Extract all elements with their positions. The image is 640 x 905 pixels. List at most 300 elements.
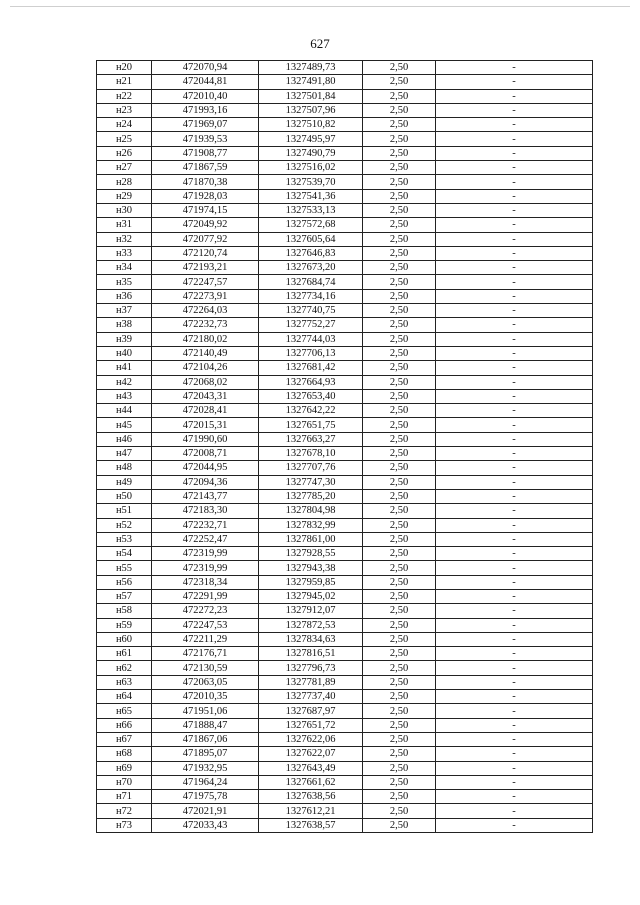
x-coordinate-cell: 472044,81 (152, 75, 259, 89)
point-id-cell: н52 (97, 518, 152, 532)
table-row (97, 404, 593, 418)
accuracy-cell: 2,50 (363, 504, 436, 518)
y-coordinate-cell: 1327622,06 (259, 732, 363, 746)
accuracy-cell: 2,50 (363, 618, 436, 632)
accuracy-cell: 2,50 (363, 547, 436, 561)
description-cell: - (436, 518, 593, 532)
accuracy-cell: 2,50 (363, 161, 436, 175)
accuracy-cell: 2,50 (363, 261, 436, 275)
point-id-cell: н48 (97, 461, 152, 475)
y-coordinate-cell: 1327533,13 (259, 203, 363, 217)
y-coordinate-cell: 1327832,99 (259, 518, 363, 532)
y-coordinate-cell: 1327861,00 (259, 532, 363, 546)
table-row (97, 61, 593, 75)
accuracy-cell: 2,50 (363, 346, 436, 360)
y-coordinate-cell: 1327653,40 (259, 389, 363, 403)
x-coordinate-cell: 472010,40 (152, 89, 259, 103)
description-cell: - (436, 289, 593, 303)
point-id-cell: н54 (97, 547, 152, 561)
x-coordinate-cell: 472247,57 (152, 275, 259, 289)
y-coordinate-cell: 1327612,21 (259, 804, 363, 818)
table-row (97, 661, 593, 675)
accuracy-cell: 2,50 (363, 118, 436, 132)
table-row (97, 75, 593, 89)
y-coordinate-cell: 1327959,85 (259, 575, 363, 589)
table-row (97, 818, 593, 832)
y-coordinate-cell: 1327664,93 (259, 375, 363, 389)
y-coordinate-cell: 1327781,89 (259, 675, 363, 689)
y-coordinate-cell: 1327945,02 (259, 589, 363, 603)
description-cell: - (436, 75, 593, 89)
y-coordinate-cell: 1327651,72 (259, 718, 363, 732)
y-coordinate-cell: 1327605,64 (259, 232, 363, 246)
accuracy-cell: 2,50 (363, 732, 436, 746)
x-coordinate-cell: 471969,07 (152, 118, 259, 132)
description-cell: - (436, 361, 593, 375)
x-coordinate-cell: 472180,02 (152, 332, 259, 346)
y-coordinate-cell: 1327785,20 (259, 489, 363, 503)
table-row (97, 361, 593, 375)
table-row (97, 518, 593, 532)
accuracy-cell: 2,50 (363, 632, 436, 646)
point-id-cell: н34 (97, 261, 152, 275)
x-coordinate-cell: 472291,99 (152, 589, 259, 603)
table-row (97, 589, 593, 603)
point-id-cell: н29 (97, 189, 152, 203)
accuracy-cell: 2,50 (363, 203, 436, 217)
description-cell: - (436, 89, 593, 103)
point-id-cell: н37 (97, 304, 152, 318)
description-cell: - (436, 675, 593, 689)
point-id-cell: н70 (97, 775, 152, 789)
x-coordinate-cell: 472318,34 (152, 575, 259, 589)
x-coordinate-cell: 472211,29 (152, 632, 259, 646)
x-coordinate-cell: 472232,71 (152, 518, 259, 532)
y-coordinate-cell: 1327622,07 (259, 747, 363, 761)
y-coordinate-cell: 1327572,68 (259, 218, 363, 232)
y-coordinate-cell: 1327740,75 (259, 304, 363, 318)
x-coordinate-cell: 472319,99 (152, 561, 259, 575)
x-coordinate-cell: 472120,74 (152, 246, 259, 260)
table-row (97, 461, 593, 475)
description-cell: - (436, 203, 593, 217)
y-coordinate-cell: 1327943,38 (259, 561, 363, 575)
description-cell: - (436, 246, 593, 260)
y-coordinate-cell: 1327744,03 (259, 332, 363, 346)
table-row (97, 89, 593, 103)
y-coordinate-cell: 1327737,40 (259, 690, 363, 704)
accuracy-cell: 2,50 (363, 775, 436, 789)
y-coordinate-cell: 1327816,51 (259, 647, 363, 661)
accuracy-cell: 2,50 (363, 103, 436, 117)
table-row (97, 647, 593, 661)
table-row (97, 747, 593, 761)
table-row (97, 475, 593, 489)
x-coordinate-cell: 471990,60 (152, 432, 259, 446)
x-coordinate-cell: 472247,53 (152, 618, 259, 632)
x-coordinate-cell: 472094,36 (152, 475, 259, 489)
description-cell: - (436, 632, 593, 646)
point-id-cell: н28 (97, 175, 152, 189)
description-cell: - (436, 804, 593, 818)
y-coordinate-cell: 1327507,96 (259, 103, 363, 117)
x-coordinate-cell: 472264,03 (152, 304, 259, 318)
x-coordinate-cell: 472063,05 (152, 675, 259, 689)
accuracy-cell: 2,50 (363, 275, 436, 289)
description-cell: - (436, 389, 593, 403)
point-id-cell: н27 (97, 161, 152, 175)
y-coordinate-cell: 1327643,49 (259, 761, 363, 775)
y-coordinate-cell: 1327747,30 (259, 475, 363, 489)
description-cell: - (436, 261, 593, 275)
y-coordinate-cell: 1327872,53 (259, 618, 363, 632)
table-row (97, 375, 593, 389)
table-row (97, 804, 593, 818)
accuracy-cell: 2,50 (363, 418, 436, 432)
point-id-cell: н26 (97, 146, 152, 160)
accuracy-cell: 2,50 (363, 790, 436, 804)
point-id-cell: н68 (97, 747, 152, 761)
y-coordinate-cell: 1327646,83 (259, 246, 363, 260)
point-id-cell: н57 (97, 589, 152, 603)
x-coordinate-cell: 471993,16 (152, 103, 259, 117)
y-coordinate-cell: 1327687,97 (259, 704, 363, 718)
point-id-cell: н62 (97, 661, 152, 675)
table-row (97, 118, 593, 132)
accuracy-cell: 2,50 (363, 718, 436, 732)
table-row (97, 332, 593, 346)
description-cell: - (436, 418, 593, 432)
top-edge-line (10, 6, 630, 7)
table-row (97, 232, 593, 246)
accuracy-cell: 2,50 (363, 804, 436, 818)
point-id-cell: н56 (97, 575, 152, 589)
y-coordinate-cell: 1327638,57 (259, 818, 363, 832)
description-cell: - (436, 732, 593, 746)
x-coordinate-cell: 472068,02 (152, 375, 259, 389)
table-row (97, 561, 593, 575)
point-id-cell: н40 (97, 346, 152, 360)
y-coordinate-cell: 1327707,76 (259, 461, 363, 475)
y-coordinate-cell: 1327834,63 (259, 632, 363, 646)
accuracy-cell: 2,50 (363, 289, 436, 303)
table-row (97, 389, 593, 403)
x-coordinate-cell: 471895,07 (152, 747, 259, 761)
x-coordinate-cell: 471964,24 (152, 775, 259, 789)
description-cell: - (436, 589, 593, 603)
point-id-cell: н22 (97, 89, 152, 103)
description-cell: - (436, 747, 593, 761)
x-coordinate-cell: 471888,47 (152, 718, 259, 732)
point-id-cell: н61 (97, 647, 152, 661)
table-row (97, 532, 593, 546)
x-coordinate-cell: 472319,99 (152, 547, 259, 561)
description-cell: - (436, 332, 593, 346)
description-cell: - (436, 346, 593, 360)
y-coordinate-cell: 1327495,97 (259, 132, 363, 146)
point-id-cell: н58 (97, 604, 152, 618)
accuracy-cell: 2,50 (363, 432, 436, 446)
point-id-cell: н20 (97, 61, 152, 75)
description-cell: - (436, 432, 593, 446)
accuracy-cell: 2,50 (363, 675, 436, 689)
point-id-cell: н43 (97, 389, 152, 403)
description-cell: - (436, 790, 593, 804)
description-cell: - (436, 475, 593, 489)
description-cell: - (436, 318, 593, 332)
description-cell: - (436, 718, 593, 732)
x-coordinate-cell: 472272,23 (152, 604, 259, 618)
table-row (97, 761, 593, 775)
description-cell: - (436, 532, 593, 546)
description-cell: - (436, 275, 593, 289)
accuracy-cell: 2,50 (363, 561, 436, 575)
point-id-cell: н30 (97, 203, 152, 217)
table-row (97, 732, 593, 746)
point-id-cell: н59 (97, 618, 152, 632)
x-coordinate-cell: 472015,31 (152, 418, 259, 432)
table-row (97, 304, 593, 318)
y-coordinate-cell: 1327642,22 (259, 404, 363, 418)
accuracy-cell: 2,50 (363, 232, 436, 246)
point-id-cell: н49 (97, 475, 152, 489)
y-coordinate-cell: 1327681,42 (259, 361, 363, 375)
accuracy-cell: 2,50 (363, 175, 436, 189)
table-row (97, 146, 593, 160)
table-row (97, 604, 593, 618)
point-id-cell: н45 (97, 418, 152, 432)
x-coordinate-cell: 472140,49 (152, 346, 259, 360)
table-row (97, 132, 593, 146)
table-row (97, 632, 593, 646)
table-row (97, 618, 593, 632)
x-coordinate-cell: 471928,03 (152, 189, 259, 203)
point-id-cell: н21 (97, 75, 152, 89)
accuracy-cell: 2,50 (363, 604, 436, 618)
description-cell: - (436, 61, 593, 75)
y-coordinate-cell: 1327501,84 (259, 89, 363, 103)
accuracy-cell: 2,50 (363, 647, 436, 661)
accuracy-cell: 2,50 (363, 661, 436, 675)
point-id-cell: н39 (97, 332, 152, 346)
description-cell: - (436, 761, 593, 775)
description-cell: - (436, 818, 593, 832)
x-coordinate-cell: 471867,06 (152, 732, 259, 746)
x-coordinate-cell: 472021,91 (152, 804, 259, 818)
y-coordinate-cell: 1327491,80 (259, 75, 363, 89)
point-id-cell: н73 (97, 818, 152, 832)
accuracy-cell: 2,50 (363, 61, 436, 75)
table-row (97, 575, 593, 589)
table-row (97, 346, 593, 360)
table-row (97, 547, 593, 561)
accuracy-cell: 2,50 (363, 375, 436, 389)
x-coordinate-cell: 471867,59 (152, 161, 259, 175)
accuracy-cell: 2,50 (363, 690, 436, 704)
description-cell: - (436, 547, 593, 561)
x-coordinate-cell: 472010,35 (152, 690, 259, 704)
accuracy-cell: 2,50 (363, 132, 436, 146)
page-number: 627 (310, 36, 330, 51)
point-id-cell: н71 (97, 790, 152, 804)
x-coordinate-cell: 472104,26 (152, 361, 259, 375)
x-coordinate-cell: 472049,92 (152, 218, 259, 232)
x-coordinate-cell: 472232,73 (152, 318, 259, 332)
description-cell: - (436, 647, 593, 661)
coordinates-table (96, 60, 593, 833)
description-cell: - (436, 118, 593, 132)
x-coordinate-cell: 472070,94 (152, 61, 259, 75)
accuracy-cell: 2,50 (363, 532, 436, 546)
x-coordinate-cell: 472252,47 (152, 532, 259, 546)
point-id-cell: н51 (97, 504, 152, 518)
point-id-cell: н53 (97, 532, 152, 546)
table-row (97, 704, 593, 718)
point-id-cell: н67 (97, 732, 152, 746)
point-id-cell: н64 (97, 690, 152, 704)
description-cell: - (436, 132, 593, 146)
accuracy-cell: 2,50 (363, 818, 436, 832)
y-coordinate-cell: 1327734,16 (259, 289, 363, 303)
point-id-cell: н72 (97, 804, 152, 818)
x-coordinate-cell: 471975,78 (152, 790, 259, 804)
x-coordinate-cell: 472028,41 (152, 404, 259, 418)
x-coordinate-cell: 472273,91 (152, 289, 259, 303)
y-coordinate-cell: 1327489,73 (259, 61, 363, 75)
table-row (97, 275, 593, 289)
table-row (97, 418, 593, 432)
x-coordinate-cell: 472183,30 (152, 504, 259, 518)
y-coordinate-cell: 1327684,74 (259, 275, 363, 289)
accuracy-cell: 2,50 (363, 461, 436, 475)
y-coordinate-cell: 1327661,62 (259, 775, 363, 789)
point-id-cell: н36 (97, 289, 152, 303)
point-id-cell: н69 (97, 761, 152, 775)
table-row (97, 175, 593, 189)
y-coordinate-cell: 1327510,82 (259, 118, 363, 132)
table-row (97, 489, 593, 503)
point-id-cell: н60 (97, 632, 152, 646)
description-cell: - (436, 218, 593, 232)
description-cell: - (436, 575, 593, 589)
accuracy-cell: 2,50 (363, 518, 436, 532)
point-id-cell: н42 (97, 375, 152, 389)
y-coordinate-cell: 1327752,27 (259, 318, 363, 332)
x-coordinate-cell: 472008,71 (152, 447, 259, 461)
accuracy-cell: 2,50 (363, 404, 436, 418)
description-cell: - (436, 447, 593, 461)
accuracy-cell: 2,50 (363, 761, 436, 775)
accuracy-cell: 2,50 (363, 318, 436, 332)
accuracy-cell: 2,50 (363, 304, 436, 318)
y-coordinate-cell: 1327539,70 (259, 175, 363, 189)
x-coordinate-cell: 472077,92 (152, 232, 259, 246)
point-id-cell: н25 (97, 132, 152, 146)
table-row (97, 189, 593, 203)
point-id-cell: н24 (97, 118, 152, 132)
description-cell: - (436, 146, 593, 160)
accuracy-cell: 2,50 (363, 575, 436, 589)
description-cell: - (436, 161, 593, 175)
y-coordinate-cell: 1327673,20 (259, 261, 363, 275)
accuracy-cell: 2,50 (363, 189, 436, 203)
accuracy-cell: 2,50 (363, 475, 436, 489)
y-coordinate-cell: 1327651,75 (259, 418, 363, 432)
accuracy-cell: 2,50 (363, 447, 436, 461)
description-cell: - (436, 461, 593, 475)
description-cell: - (436, 304, 593, 318)
table-row (97, 261, 593, 275)
table-row (97, 675, 593, 689)
point-id-cell: н44 (97, 404, 152, 418)
description-cell: - (436, 704, 593, 718)
y-coordinate-cell: 1327638,56 (259, 790, 363, 804)
table-row (97, 103, 593, 117)
description-cell: - (436, 489, 593, 503)
y-coordinate-cell: 1327912,07 (259, 604, 363, 618)
point-id-cell: н31 (97, 218, 152, 232)
table-row (97, 447, 593, 461)
description-cell: - (436, 103, 593, 117)
point-id-cell: н41 (97, 361, 152, 375)
accuracy-cell: 2,50 (363, 489, 436, 503)
table-row (97, 432, 593, 446)
description-cell: - (436, 661, 593, 675)
table-row (97, 203, 593, 217)
accuracy-cell: 2,50 (363, 146, 436, 160)
table-row (97, 218, 593, 232)
y-coordinate-cell: 1327663,27 (259, 432, 363, 446)
table-row (97, 289, 593, 303)
description-cell: - (436, 618, 593, 632)
table-row (97, 718, 593, 732)
accuracy-cell: 2,50 (363, 589, 436, 603)
x-coordinate-cell: 472043,31 (152, 389, 259, 403)
x-coordinate-cell: 471908,77 (152, 146, 259, 160)
y-coordinate-cell: 1327804,98 (259, 504, 363, 518)
description-cell: - (436, 690, 593, 704)
description-cell: - (436, 604, 593, 618)
accuracy-cell: 2,50 (363, 218, 436, 232)
y-coordinate-cell: 1327678,10 (259, 447, 363, 461)
accuracy-cell: 2,50 (363, 246, 436, 260)
x-coordinate-cell: 472193,21 (152, 261, 259, 275)
point-id-cell: н50 (97, 489, 152, 503)
accuracy-cell: 2,50 (363, 389, 436, 403)
description-cell: - (436, 175, 593, 189)
description-cell: - (436, 232, 593, 246)
coordinates-table-body (97, 61, 593, 833)
accuracy-cell: 2,50 (363, 75, 436, 89)
x-coordinate-cell: 472143,77 (152, 489, 259, 503)
accuracy-cell: 2,50 (363, 332, 436, 346)
table-row (97, 246, 593, 260)
point-id-cell: н46 (97, 432, 152, 446)
table-row (97, 775, 593, 789)
y-coordinate-cell: 1327796,73 (259, 661, 363, 675)
description-cell: - (436, 404, 593, 418)
y-coordinate-cell: 1327490,79 (259, 146, 363, 160)
accuracy-cell: 2,50 (363, 361, 436, 375)
point-id-cell: н55 (97, 561, 152, 575)
point-id-cell: н38 (97, 318, 152, 332)
description-cell: - (436, 375, 593, 389)
table-row (97, 790, 593, 804)
description-cell: - (436, 561, 593, 575)
table-row (97, 690, 593, 704)
x-coordinate-cell: 472130,59 (152, 661, 259, 675)
x-coordinate-cell: 472044,95 (152, 461, 259, 475)
